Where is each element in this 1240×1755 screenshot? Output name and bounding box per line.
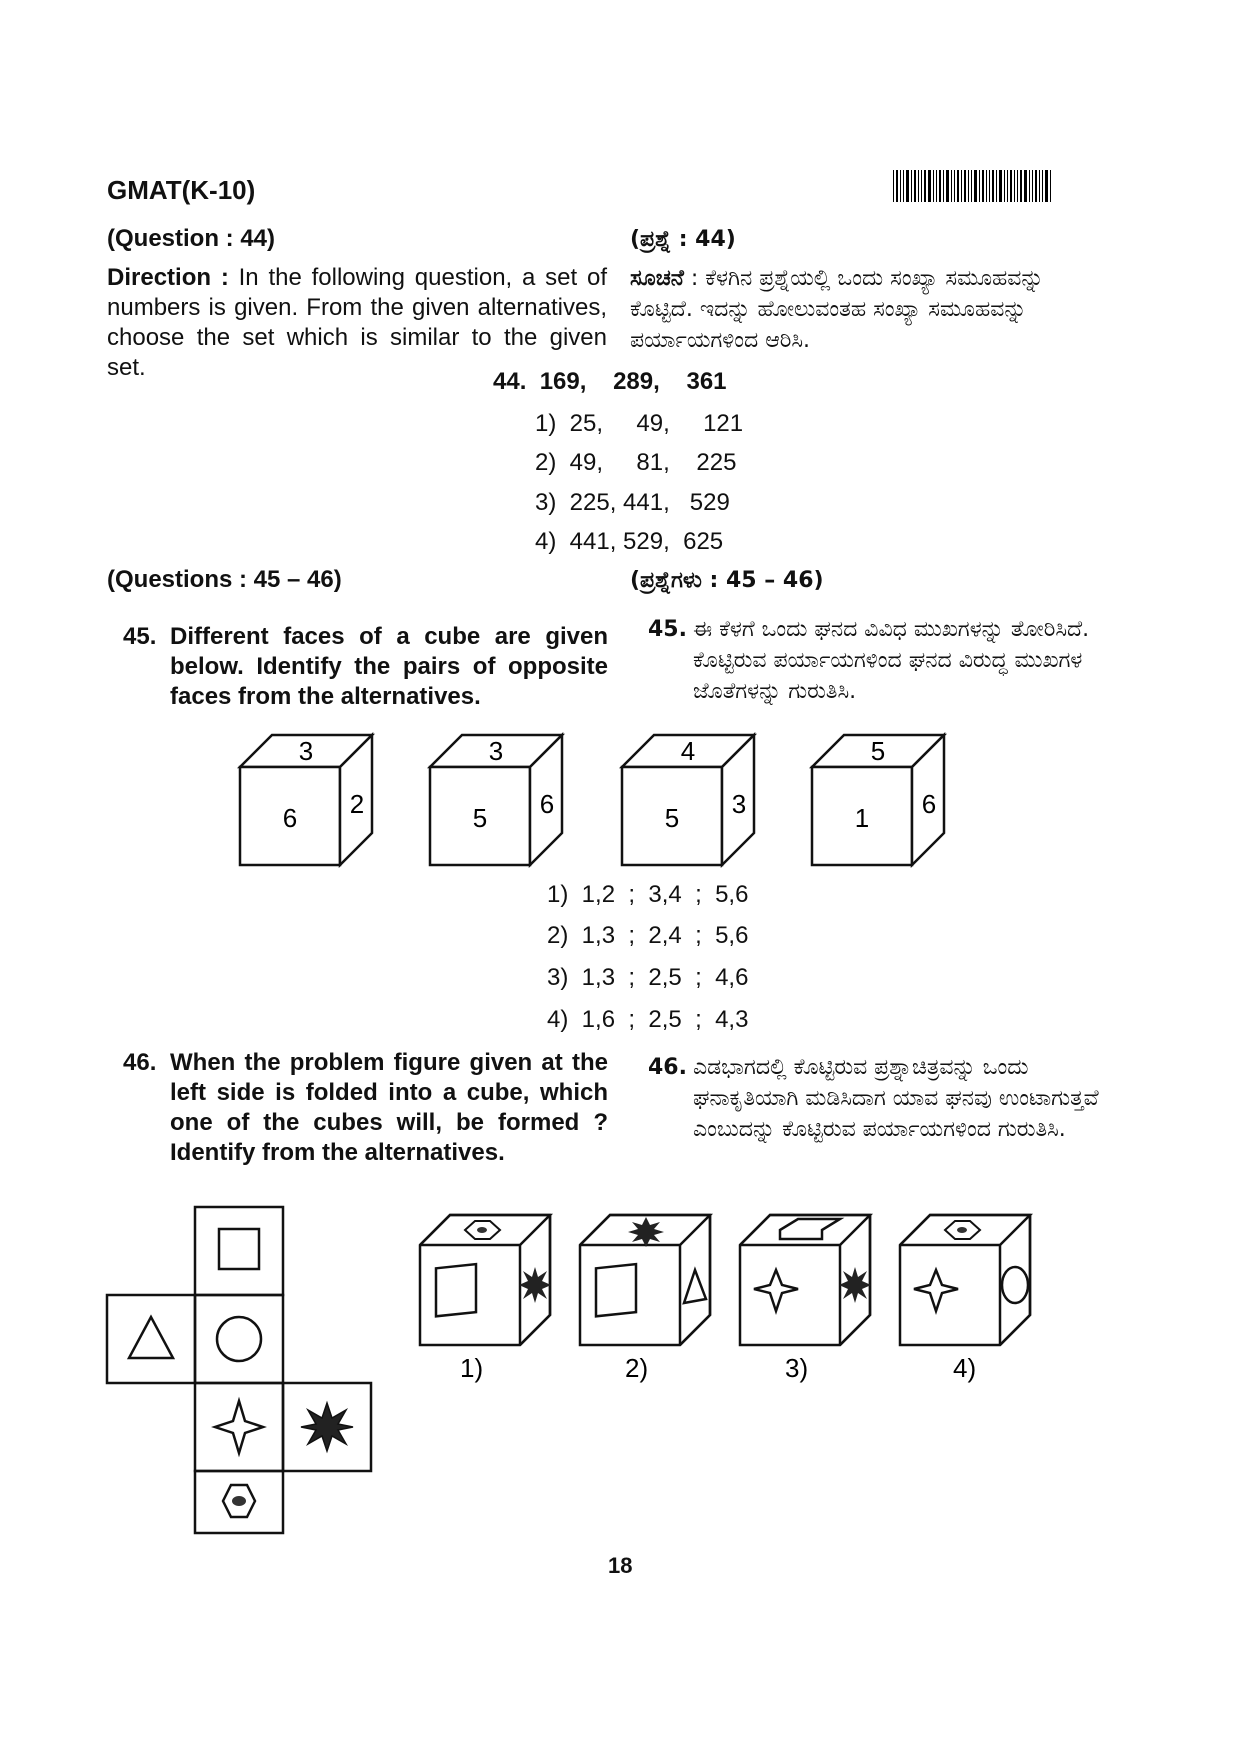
- exam-code: GMAT(K-10): [107, 175, 256, 205]
- option-4-cube: [900, 1215, 1030, 1345]
- q45-46-heading: (Questions : 45 – 46): [107, 566, 342, 593]
- square-icon: [219, 1229, 259, 1269]
- q44-heading: (Question : 44): [107, 225, 276, 252]
- q46-text-kn: ಎಡಭಾಗದಲ್ಲಿ ಕೊಟ್ಟಿರುವ ಪ್ರಶ್ನಾಚಿತ್ರವನ್ನು ಒಂದು ಘನಾಕೃತಿಯಾಗಿ ಮಡಿಸಿದಾಗ ಯಾವ ಘನವು ಉಂಟಾಗುತ್ತವೆ ಎಂಬುದನ್ನು ಕೊಟ್ಟಿರುವ ಪರ್ಯಾಯಗಳಿಂದ ಗುರುತಿಸಿ.: [693, 1055, 1099, 1142]
- cube-top-face-number: 4: [680, 736, 696, 766]
- cube-side-face-number: 3: [731, 789, 747, 819]
- q44-question: 44. 169, 289, 361: [493, 368, 727, 395]
- q45-text: Different faces of a cube are given below. Identify the pairs of opposite faces from the alternatives.: [170, 623, 608, 710]
- cube-side-face-number: 2: [349, 789, 365, 819]
- q45-text-kn: ಈ ಕೆಳಗೆ ಒಂದು ಘನದ ವಿವಿಧ ಮುಖಗಳನ್ನು ತೋರಿಸಿದೆ. ಕೊಟ್ಟಿರುವ ಪರ್ಯಾಯಗಳಿಂದ ಘನದ ವಿರುದ್ಧ ಮುಖಗಳ ಜೊತೆಗಳನ್ನು ಗುರುತಿಸಿ.: [693, 617, 1090, 704]
- q45-option-4: 4) 1,6 ; 2,5 ; 4,3: [547, 1006, 749, 1033]
- q45-cube-1: [240, 735, 372, 865]
- option-3-label: 3): [785, 1353, 809, 1383]
- q44-option-4: 4) 441, 529, 625: [535, 528, 724, 555]
- q45-cube-3: [622, 735, 754, 865]
- cube-top-face-number: 3: [488, 736, 504, 766]
- q45-cube-2: [430, 735, 562, 865]
- q45-option-3: 3) 1,3 ; 2,5 ; 4,6: [547, 964, 749, 991]
- cube-side-face-number: 6: [921, 789, 937, 819]
- q44-direction: [107, 263, 607, 383]
- q45-cube-4: [812, 735, 944, 865]
- barcode: [893, 170, 1053, 202]
- q44-option-1: 1) 25, 49, 121: [535, 410, 744, 437]
- eight-point-star-icon: [301, 1403, 353, 1451]
- option-2-cube: [580, 1215, 710, 1345]
- hexagon-dot-icon: [223, 1485, 255, 1517]
- q45-number: 45.: [123, 623, 157, 650]
- direction-label-kn: ಸೂಚನೆ: [630, 266, 684, 291]
- cube-side-face-number: 6: [539, 789, 555, 819]
- page-number: 18: [608, 1553, 633, 1578]
- q46-net-figure: [105, 1205, 380, 1535]
- option-1-cube: [420, 1215, 551, 1345]
- q44-option-2: 2) 49, 81, 225: [535, 449, 737, 476]
- q45-46-heading-kn: (ಪ್ರಶ್ನೆಗಳು : 45 – 46): [630, 568, 824, 593]
- cube-front-face-number: 5: [472, 803, 488, 833]
- direction-label: Direction :: [107, 264, 229, 291]
- cube-front-face-number: 6: [282, 803, 298, 833]
- cube-front-face-number: 1: [854, 803, 870, 833]
- q46-text: When the problem figure given at the left side is folded into a cube, which one of the cubes will, be formed ? Identify from the alternatives.: [170, 1049, 608, 1166]
- q45-option-2: 2) 1,3 ; 2,4 ; 5,6: [547, 922, 749, 949]
- direction-text-kn: : ಕೆಳಗಿನ ಪ್ರಶ್ನೆಯಲ್ಲಿ ಒಂದು ಸಂಖ್ಯಾ ಸಮೂಹವನ್ನು ಕೊಟ್ಟಿದೆ. ಇದನ್ನು ಹೋಲುವಂತಹ ಸಂಖ್ಯಾ ಸಮೂಹವನ್ನು ಪರ್ಯಾಯಗಳಿಂದ ಆರಿಸಿ.: [630, 266, 1044, 353]
- circle-icon: [217, 1317, 261, 1361]
- q44-option-3: 3) 225, 441, 529: [535, 489, 730, 516]
- q44-heading-kn: (ಪ್ರಶ್ನೆ : 44): [630, 227, 736, 252]
- q45-cube-figures: [230, 730, 970, 870]
- four-point-star-icon: [215, 1401, 263, 1453]
- option-4-label: 4): [953, 1353, 977, 1383]
- direction-text: In the following question, a set of numbers is given. From the given alternatives, choose the set which is similar to the given set.: [107, 264, 607, 381]
- cube-top-face-number: 3: [298, 736, 314, 766]
- q44-direction-kn: [630, 263, 1110, 356]
- option-3-cube: [740, 1215, 871, 1345]
- q46-number: 46.: [123, 1049, 157, 1076]
- triangle-icon: [129, 1317, 173, 1358]
- q46-number-kn: 46.: [648, 1055, 687, 1080]
- q45-option-1: 1) 1,2 ; 3,4 ; 5,6: [547, 881, 749, 908]
- q46-option-cubes: [415, 1195, 1115, 1385]
- cube-top-face-number: 5: [870, 736, 886, 766]
- cube-front-face-number: 5: [664, 803, 680, 833]
- option-2-label: 2): [625, 1353, 649, 1383]
- option-1-label: 1): [460, 1353, 484, 1383]
- q45-number-kn: 45.: [648, 617, 687, 642]
